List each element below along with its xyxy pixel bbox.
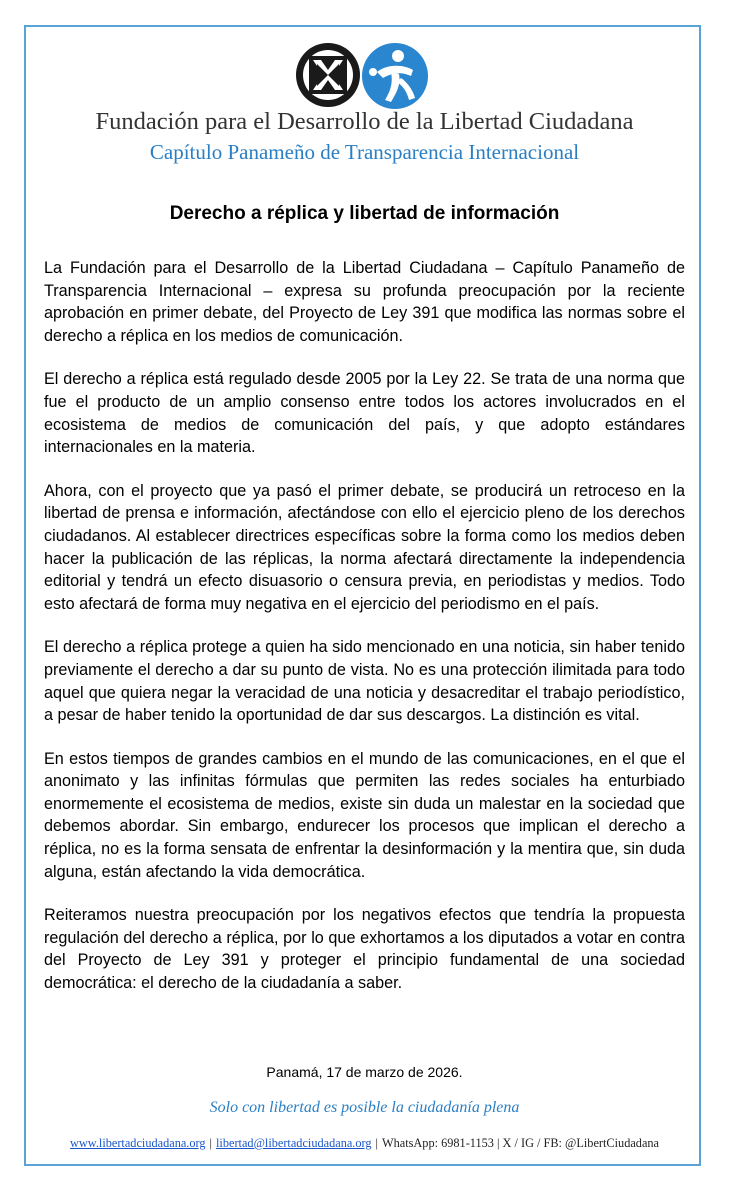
contact-info: WhatsApp: 6981-1153 | X / IG / FB: @LibertCiudadana	[382, 1136, 660, 1150]
website-link[interactable]: www.libertadciudadana.org	[69, 1136, 206, 1150]
footer-separator: |	[209, 1136, 213, 1150]
organization-name: Fundación para el Desarrollo de la Libertad Ciudadana	[95, 108, 634, 135]
paragraph: Reiteramos nuestra preocupación por los negativos efectos que tendría la propuesta regulación del derecho a réplica, por lo que exhortamos a los diputados a votar en contra del Proyecto de Ley 391 y proteger el principio fundamental de una sociedad democrática: el derecho de la ciudadanía a saber.	[44, 906, 685, 993]
header-logos	[295, 40, 445, 115]
x-emblem-icon	[295, 42, 361, 108]
organization-chapter: Capítulo Panameño de Transparencia Internacional	[149, 140, 580, 164]
document-title: Derecho a réplica y libertad de información	[169, 203, 560, 224]
paragraph: En estos tiempos de grandes cambios en el mundo de las comunicaciones, en el que el anonimato y las infinitas fórmulas que permiten las redes sociales ha enturbiado enormemente el ecosistema de medios, existe sin duda un malestar en la sociedad que debemos abordar. Sin embargo, endurecer los procesos que implican el derecho a réplica, no es la forma sensata de enfrentar la desinformación y la mentira que, sin duda alguna, están afectando la vida democrática.	[44, 749, 685, 881]
document-body	[44, 257, 685, 1016]
footer-separator: |	[375, 1136, 379, 1150]
transparency-international-icon	[361, 42, 429, 110]
motto: Solo con libertad es posible la ciudadanía plena	[209, 1099, 520, 1116]
document-date: Panamá, 17 de marzo de 2026.	[266, 1064, 463, 1080]
email-link[interactable]: libertad@libertadciudadana.org	[216, 1136, 372, 1150]
footer	[0, 1136, 729, 1151]
paragraph: El derecho a réplica protege a quien ha sido mencionado en una noticia, sin haber tenido previamente el derecho a dar su punto de vista. No es una protección ilimitada para todo aquel que quiera negar la veracidad de una noticia y desacreditar el trabajo periodístico, a pesar de haber tenido la oportunidad de dar sus descargos. La distinción es vital.	[44, 638, 685, 725]
paragraph: El derecho a réplica está regulado desde 2005 por la Ley 22. Se trata de una norma que fue el producto de un amplio consenso entre todos los actores involucrados en el ecosistema de medios de comunicación del país, y que adopto estándares internacionales en la materia.	[44, 370, 685, 457]
paragraph: La Fundación para el Desarrollo de la Libertad Ciudadana – Capítulo Panameño de Transparencia Internacional – expresa su profunda preocupación por la reciente aprobación en primer debate, del Proyecto de Ley 391 que modifica las normas sobre el derecho a réplica en los medios de comunicación.	[44, 259, 685, 345]
paragraph: Ahora, con el proyecto que ya pasó el primer debate, se producirá un retroceso en la libertad de prensa e información, afectándose con ello el ejercicio pleno de los derechos ciudadanos. Al establecer directrices específicas sobre la forma como los medios deben hacer la publicación de las réplicas, la norma afectará directamente la independencia editorial y tendrá un efecto disuasorio o censura previa, en periodistas y medios. Todo esto afectará de forma muy negativa en el ejercicio del periodismo en el país.	[44, 481, 685, 613]
